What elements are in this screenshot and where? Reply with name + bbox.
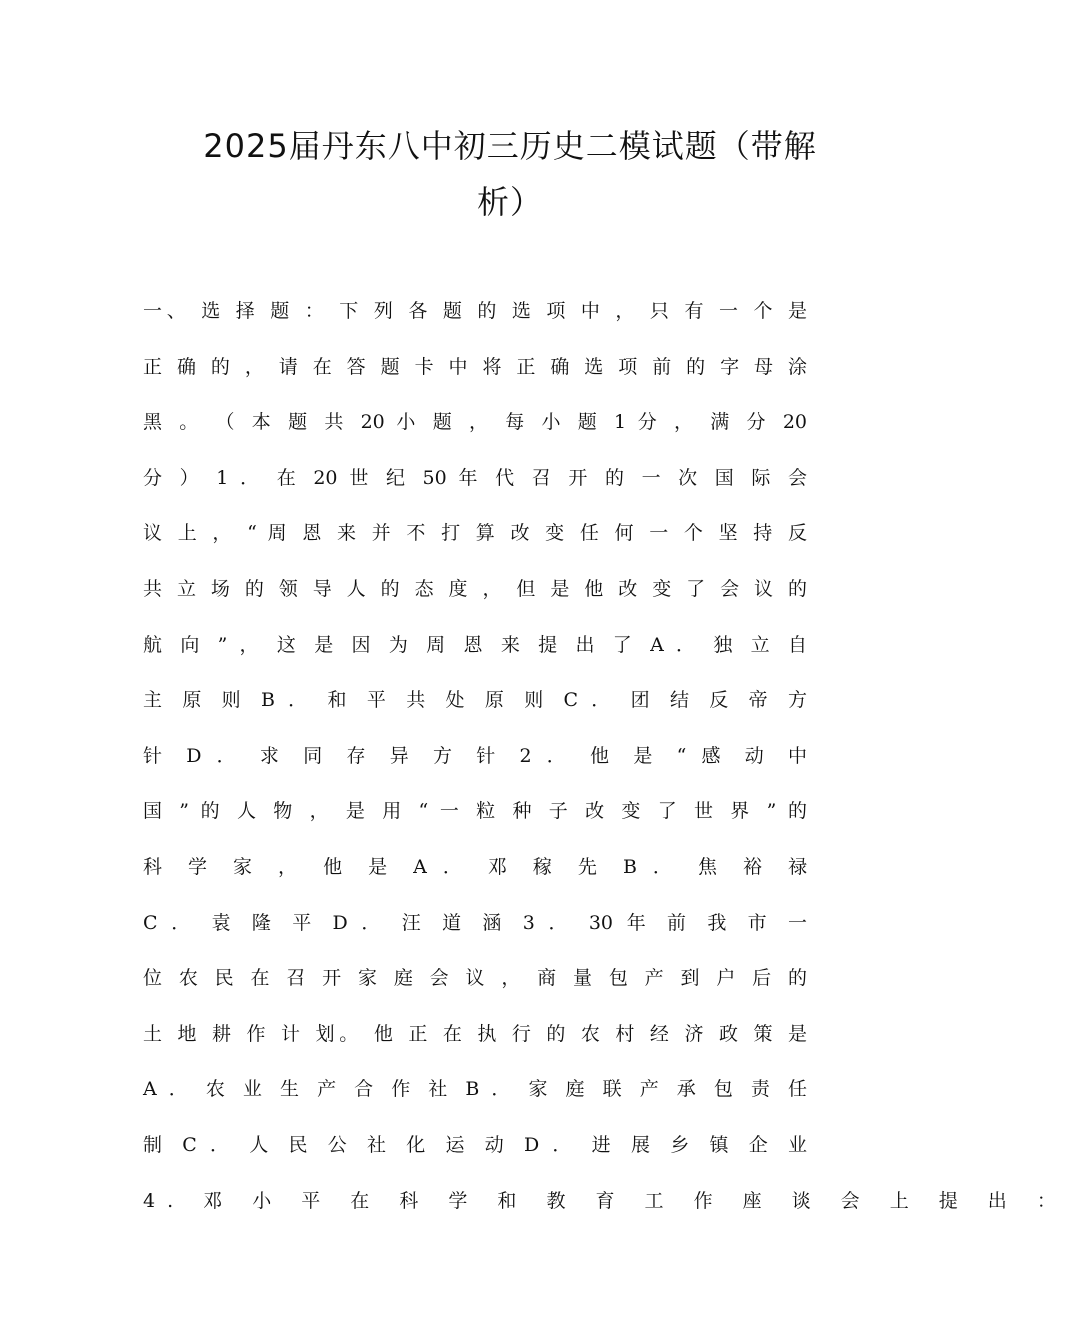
text-line: A ． 农 业 生 产 合 作 社 B ． 家 庭 联 产 承 包 责 任 — [143, 1078, 807, 1101]
text-line: 议 上 ， “ 周 恩 来 并 不 打 算 改 变 任 何 一 个 坚 持 反 — [143, 522, 807, 545]
text-line: 位 农 民 在 召 开 家 庭 会 议 ， 商 量 包 产 到 户 后 的 — [143, 967, 807, 990]
text-line: 主 原 则 B ． 和 平 共 处 原 则 C ． 团 结 反 帝 方 — [143, 689, 807, 712]
question-body — [143, 284, 1068, 1229]
text-line: 分 ） 1 ． 在 20 世 纪 50 年 代 召 开 的 一 次 国 际 会 — [143, 466, 807, 489]
text-line: 黑 。 （ 本 题 共 20 小 题 ， 每 小 题 1 分 ， 满 分 20 — [143, 411, 807, 434]
text-line: 国 ” 的 人 物 ， 是 用 “ 一 粒 种 子 改 变 了 世 界 ” 的 — [143, 800, 807, 823]
document-title: 2025届丹东八中初三历史二模试题（带解析） — [203, 127, 817, 221]
text-line: 科 学 家 ， 他 是 A ． 邓 稼 先 B ． 焦 裕 禄 — [143, 855, 807, 878]
text-line: 4. 邓 小 平 在 科 学 和 教 育 工 作 座 谈 会 上 提 出 ： — [143, 1189, 1068, 1212]
text-line: 正 确 的 ， 请 在 答 题 卡 中 将 正 确 选 项 前 的 字 母 涂 — [143, 355, 807, 378]
text-line: 一、 选 择 题 ： 下 列 各 题 的 选 项 中 ， 只 有 一 个 是 — [143, 300, 807, 322]
text-line: 土 地 耕 作 计 划。 他 正 在 执 行 的 农 村 经 济 政 策 是 — [143, 1022, 807, 1045]
text-line: 航 向 ” ， 这 是 因 为 周 恩 来 提 出 了 A ． 独 立 自 — [143, 633, 807, 656]
text-line: 共 立 场 的 领 导 人 的 态 度 ， 但 是 他 改 变 了 会 议 的 — [143, 577, 807, 600]
text-line: 针 D ． 求 同 存 异 方 针 2 ． 他 是 “ 感 动 中 — [143, 744, 807, 767]
text-line: C ． 袁 隆 平 D ． 汪 道 涵 3 ． 30 年 前 我 市 一 — [143, 911, 807, 934]
text-line: 制 C ． 人 民 公 社 化 运 动 D ． 进 展 乡 镇 企 业 — [143, 1133, 807, 1156]
